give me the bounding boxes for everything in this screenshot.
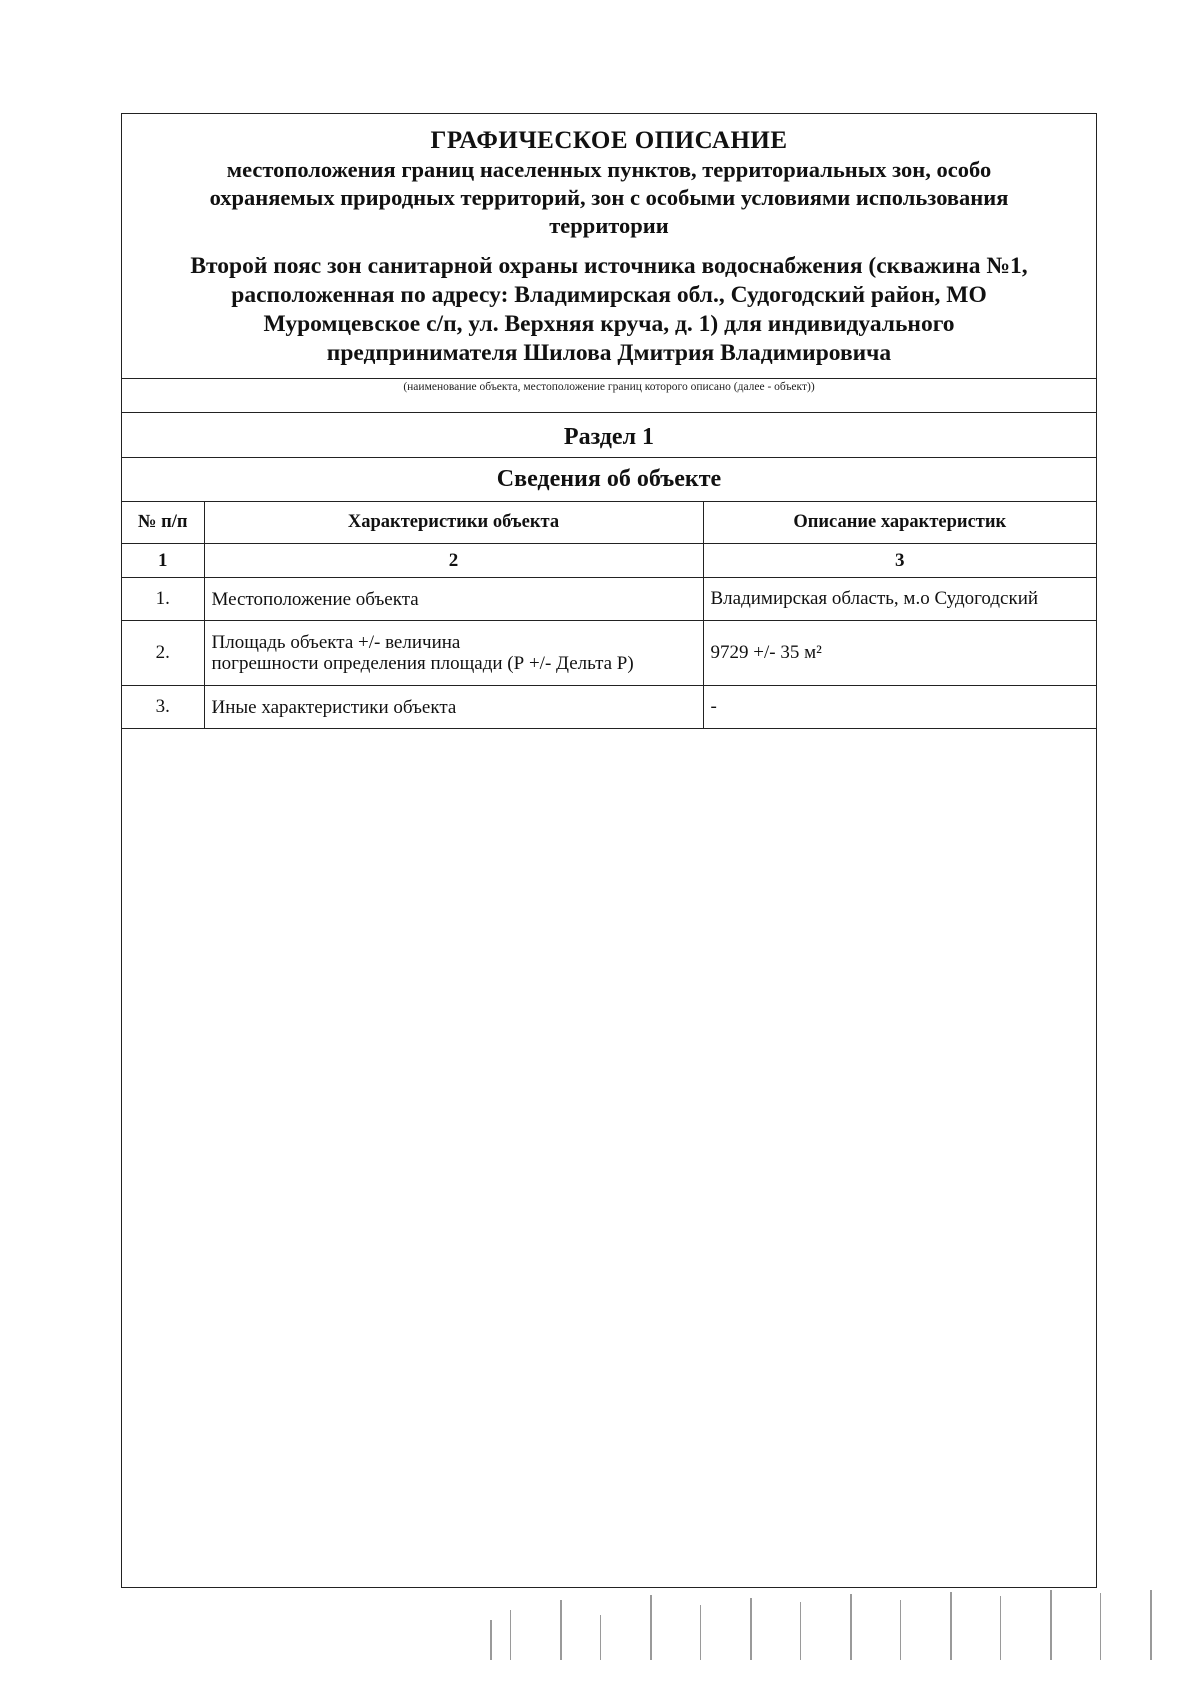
object-name [122,240,1096,368]
table-header-row [122,502,1096,544]
table-row [122,686,1096,729]
row-description-cell: 9729 +/- 35 м² [703,621,1096,686]
row-number-cell: 1. [122,578,204,621]
object-info-table [122,501,1096,729]
subtitle-line: местоположения границ населенных пунктов, территориальных зон, особо [226,157,992,182]
object-name-line: Муромцевское с/п, ул. Верхняя круча, д. 1) для индивидуального [263,311,955,337]
column-number-cell: 3 [703,544,1096,578]
subtitle-line: территории [549,213,669,238]
table-row [122,578,1096,621]
document-frame [121,113,1097,1588]
row-characteristic-line: погрешности определения площади (Р +/- Дельта Р) [211,653,634,674]
section-title: Раздел 1 [563,424,655,450]
table-header-cell: Характеристики объекта [204,502,703,544]
divider [122,412,1096,413]
row-characteristic-cell [204,578,703,621]
row-description-cell: Владимирская область, м.о Судогодский [703,578,1096,621]
row-characteristic-cell [204,686,703,729]
subtitle-line: охраняемых природных территорий, зон с особыми условиями использования [209,185,1009,210]
document-title: ГРАФИЧЕСКОЕ ОПИСАНИЕ [430,127,788,154]
divider [122,457,1096,458]
object-name-line: предпринимателя Шилова Дмитрия Владимировича [326,340,892,366]
column-number-cell: 1 [122,544,204,578]
table-header-cell: Описание характеристик [703,502,1096,544]
object-name-line: расположенная по адресу: Владимирская обл., Судогодский район, МО [231,282,987,308]
table-header-cell: № п/п [122,502,204,544]
object-caption: (наименование объекта, местоположение границ которого описано (далее - объект)) [403,381,815,393]
row-characteristic-line: Площадь объекта +/- величина [211,632,461,653]
row-characteristic-line: Местоположение объекта [211,588,419,610]
table-row [122,621,1096,686]
section-subtitle: Сведения об объекте [496,466,722,492]
column-number-cell: 2 [204,544,703,578]
table-column-number-row [122,544,1096,578]
row-number-cell: 2. [122,621,204,686]
row-number-cell: 3. [122,686,204,729]
row-characteristic-cell [204,621,703,686]
object-name-line: Второй пояс зон санитарной охраны источника водоснабжения (скважина №1, [190,253,1028,279]
divider [122,378,1096,379]
document-header [122,114,1096,378]
document-subtitle [122,156,1096,240]
row-characteristic-line: Иные характеристики объекта [211,696,457,718]
row-description-cell: - [703,686,1096,729]
scan-artifact [470,1590,1180,1670]
